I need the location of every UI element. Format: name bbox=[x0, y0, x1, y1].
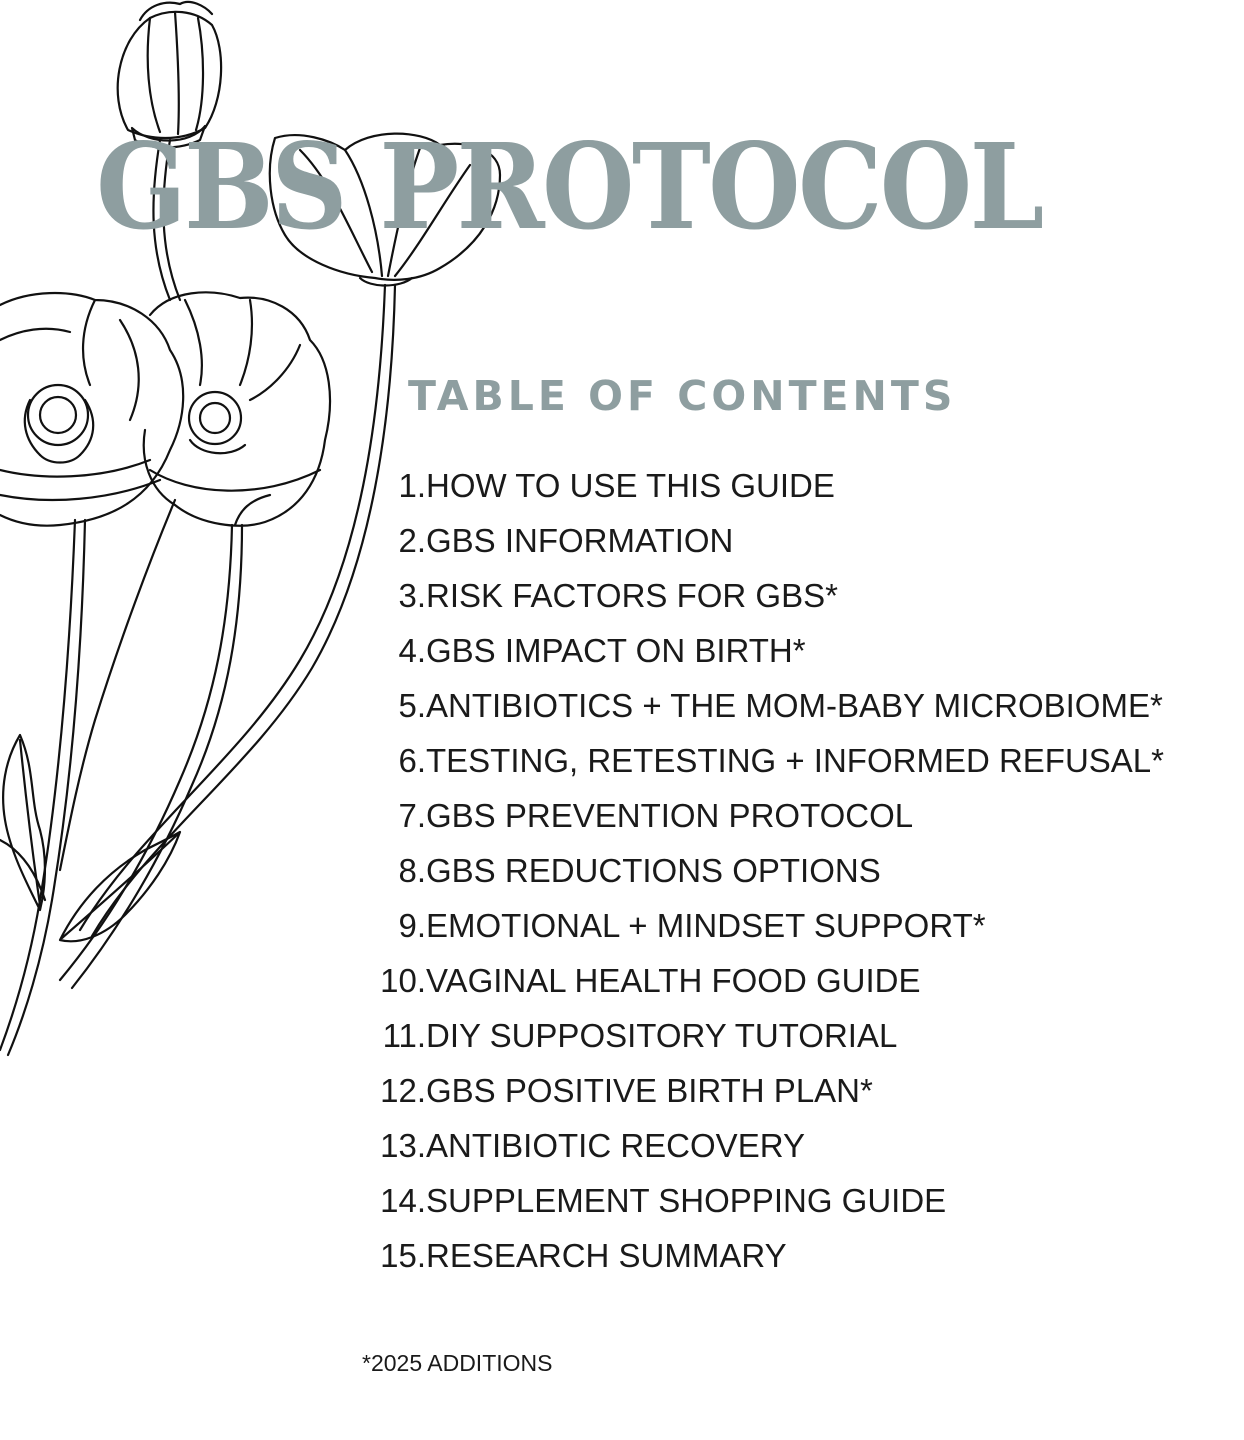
toc-item-label: EMOTIONAL + MINDSET SUPPORT* bbox=[426, 907, 986, 944]
toc-item bbox=[360, 797, 1164, 852]
toc-item bbox=[360, 467, 1164, 522]
toc-item-number: 13. bbox=[380, 1127, 426, 1164]
toc-item-number: 2. bbox=[398, 522, 426, 559]
toc-item bbox=[360, 742, 1164, 797]
toc-item-label: ANTIBIOTICS + THE MOM-BABY MICROBIOME* bbox=[426, 687, 1163, 724]
toc-item-number: 1. bbox=[398, 467, 426, 504]
toc-item-label: DIY SUPPOSITORY TUTORIAL bbox=[426, 1017, 898, 1054]
toc-item-label: ANTIBIOTIC RECOVERY bbox=[426, 1127, 805, 1164]
toc-item-label: GBS POSITIVE BIRTH PLAN* bbox=[426, 1072, 873, 1109]
toc-item-label: GBS IMPACT ON BIRTH* bbox=[426, 632, 806, 669]
toc-item-label: HOW TO USE THIS GUIDE bbox=[426, 467, 835, 504]
toc-item-number: 4. bbox=[398, 632, 426, 669]
toc-item-number: 9. bbox=[398, 907, 426, 944]
toc-list bbox=[360, 467, 1164, 1292]
toc-item-number: 8. bbox=[398, 852, 426, 889]
toc-item bbox=[360, 522, 1164, 577]
toc-item bbox=[360, 1017, 1164, 1072]
toc-item bbox=[360, 1182, 1164, 1237]
toc-item-number: 14. bbox=[380, 1182, 426, 1219]
toc-item-number: 6. bbox=[398, 742, 426, 779]
toc-item-number: 3. bbox=[398, 577, 426, 614]
toc-item bbox=[360, 1072, 1164, 1127]
toc-item-label: GBS PREVENTION PROTOCOL bbox=[426, 797, 914, 834]
footnote: *2025 ADDITIONS bbox=[362, 1350, 553, 1376]
toc-item-label: GBS INFORMATION bbox=[426, 522, 734, 559]
page-title: GBS PROTOCOL bbox=[96, 117, 1042, 256]
toc-item-label: VAGINAL HEALTH FOOD GUIDE bbox=[426, 962, 921, 999]
toc-item bbox=[360, 1237, 1164, 1292]
toc-item-number: 15. bbox=[380, 1237, 426, 1274]
toc-item bbox=[360, 852, 1164, 907]
toc-item-label: TESTING, RETESTING + INFORMED REFUSAL* bbox=[426, 742, 1165, 779]
toc-item-label: RISK FACTORS FOR GBS* bbox=[426, 577, 838, 614]
toc-item-label: RESEARCH SUMMARY bbox=[426, 1237, 787, 1274]
toc-item-label: GBS REDUCTIONS OPTIONS bbox=[426, 852, 881, 889]
toc-item-number: 10. bbox=[380, 962, 426, 999]
toc-item-number: 12. bbox=[380, 1072, 426, 1109]
toc-item bbox=[360, 962, 1164, 1017]
toc-item bbox=[360, 1127, 1164, 1182]
toc-heading: TABLE OF CONTENTS bbox=[408, 372, 957, 420]
toc-item-label: SUPPLEMENT SHOPPING GUIDE bbox=[426, 1182, 947, 1219]
toc-item bbox=[360, 577, 1164, 632]
toc-item bbox=[360, 687, 1164, 742]
toc-item bbox=[360, 907, 1164, 962]
toc-item-number: 5. bbox=[398, 687, 426, 724]
toc-item-number: 11. bbox=[382, 1017, 426, 1054]
toc-item-number: 7. bbox=[398, 797, 426, 834]
toc-item bbox=[360, 632, 1164, 687]
